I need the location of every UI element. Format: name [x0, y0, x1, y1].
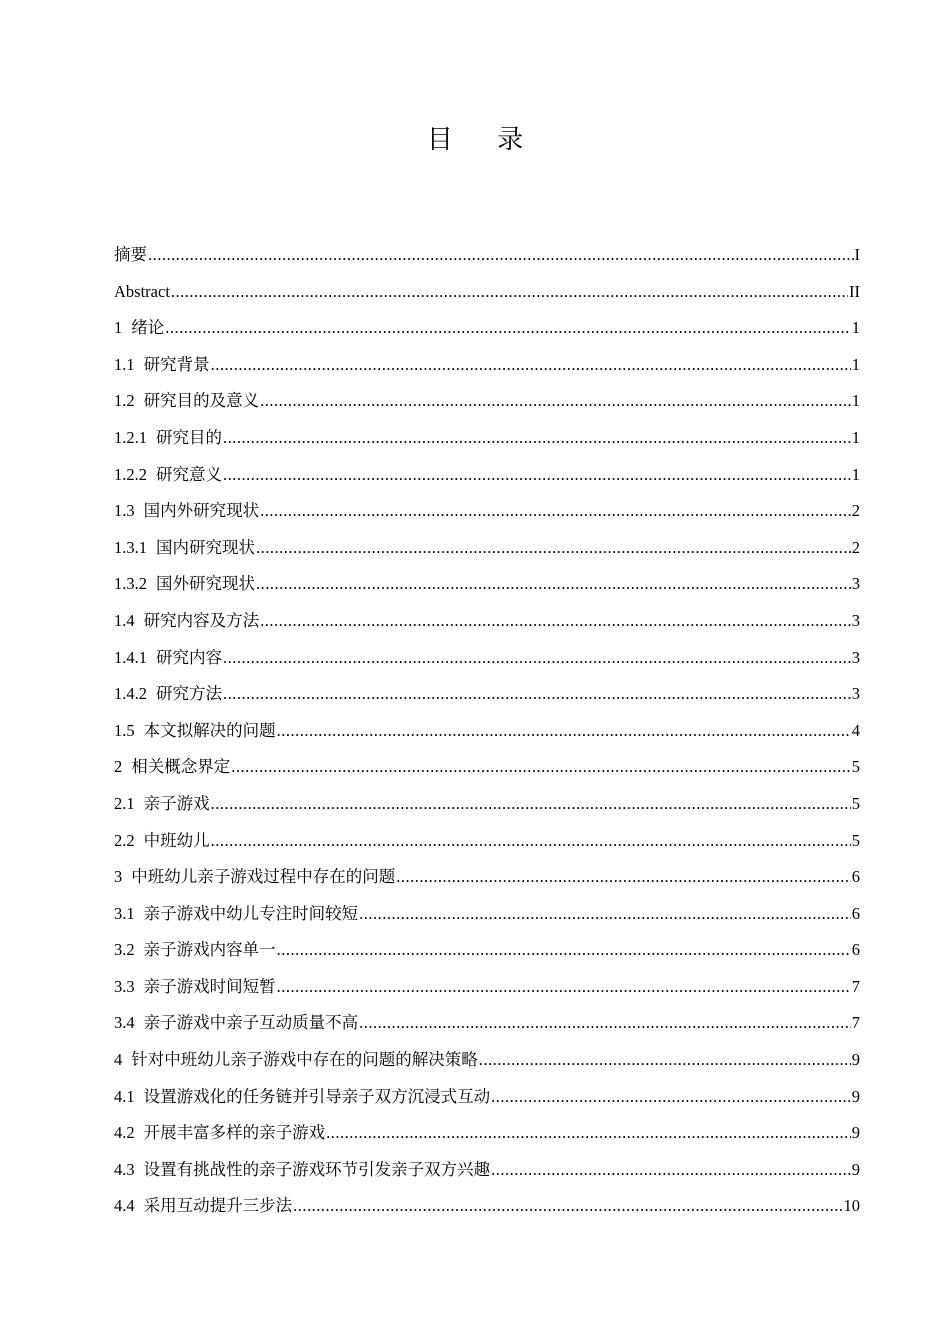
toc-dot-leader: [359, 896, 851, 933]
toc-dot-leader: [165, 310, 851, 347]
toc-entry-page: 9: [851, 1123, 860, 1143]
toc-entry-text: 设置游戏化的任务链并引导亲子双方沉浸式互动: [143, 1086, 491, 1106]
toc-entry[interactable]: [114, 823, 860, 860]
toc-entry-text: 国内外研究现状: [143, 501, 260, 521]
toc-entry[interactable]: [114, 1042, 860, 1079]
toc-entry[interactable]: [114, 676, 860, 713]
toc-entry-label: [114, 530, 255, 567]
toc-entry[interactable]: [114, 749, 860, 786]
toc-entry-text: 针对中班幼儿亲子游戏中存在的问题的解决策略: [131, 1050, 478, 1070]
toc-entry-number: 1.4.2: [114, 684, 147, 704]
toc-entry-page: 2: [851, 537, 860, 557]
toc-dot-leader: [277, 969, 851, 1006]
toc-dot-leader: [211, 347, 851, 384]
toc-entry[interactable]: [114, 457, 860, 494]
toc-entry-text: 研究方法: [156, 684, 222, 704]
toc-entry-page: 4: [851, 720, 860, 740]
toc-entry-number: 2.1: [114, 793, 135, 813]
toc-entry[interactable]: [114, 383, 860, 420]
toc-entry-text: 国内研究现状: [156, 537, 255, 557]
toc-entry[interactable]: [114, 786, 860, 823]
toc-entry-label: [114, 603, 259, 640]
toc-entry-page: 1: [851, 464, 860, 484]
toc-entry[interactable]: [114, 896, 860, 933]
toc-entry-number: 1.3: [114, 501, 135, 521]
toc-entry[interactable]: [114, 713, 860, 750]
toc-entry[interactable]: [114, 1152, 860, 1189]
toc-entry[interactable]: [114, 603, 860, 640]
toc-entry-number: 3.3: [114, 976, 135, 996]
toc-entry-text: 相关概念界定: [131, 757, 231, 777]
toc-dot-leader: [223, 457, 851, 494]
toc-dot-leader: [396, 859, 851, 896]
toc-dot-leader: [211, 786, 851, 823]
toc-entry-text: 研究意义: [156, 464, 222, 484]
toc-entry-page: 7: [851, 976, 860, 996]
toc-dot-leader: [479, 1042, 851, 1079]
toc-entry-label: [114, 932, 276, 969]
toc-entry-number: 1.2.2: [114, 464, 147, 484]
toc-dot-leader: [260, 383, 851, 420]
toc-dot-leader: [223, 420, 851, 457]
toc-entry-label: [114, 1042, 478, 1079]
toc-title: 目 录: [426, 125, 542, 155]
toc-entry-label: [114, 493, 259, 530]
toc-entry-text: 摘要: [114, 245, 147, 264]
toc-entry-label: [114, 274, 170, 311]
toc-entry-page: 6: [851, 940, 860, 960]
toc-entry-page: 1: [851, 318, 860, 338]
toc-entry[interactable]: [114, 420, 860, 457]
toc-entry-text: 研究目的及意义: [143, 391, 260, 411]
toc-entry[interactable]: [114, 1005, 860, 1042]
toc-entry-page: 2: [851, 501, 860, 521]
toc-entry-page: II: [849, 281, 860, 301]
toc-entry-label: [114, 859, 395, 896]
toc-entry-page: 1: [851, 427, 860, 447]
toc-entry-label: [114, 1079, 490, 1116]
toc-dot-leader: [260, 603, 851, 640]
toc-dot-leader: [359, 1005, 851, 1042]
toc-dot-leader: [148, 237, 854, 274]
toc-dot-leader: [256, 566, 851, 603]
toc-entry-label: [114, 383, 259, 420]
toc-entry-label: [114, 1115, 325, 1152]
toc-entry-label: [114, 640, 222, 677]
toc-list: [114, 237, 860, 1225]
toc-entry-number: 3.4: [114, 1013, 135, 1033]
toc-entry-text: 采用互动提升三步法: [143, 1196, 293, 1216]
toc-entry-page: 6: [851, 903, 860, 923]
toc-entry-page: 10: [843, 1196, 860, 1216]
toc-entry-number: 1.2: [114, 391, 135, 411]
toc-entry-number: 1.5: [114, 720, 135, 740]
toc-entry[interactable]: [114, 274, 860, 311]
toc-entry[interactable]: [114, 310, 860, 347]
toc-entry-page: 3: [851, 610, 860, 630]
toc-entry-number: 3: [114, 867, 123, 887]
toc-entry[interactable]: [114, 932, 860, 969]
toc-entry-number: 1.4: [114, 610, 135, 630]
toc-entry-text: 研究背景: [143, 354, 210, 374]
toc-entry[interactable]: [114, 640, 860, 677]
toc-entry-label: [114, 1152, 490, 1189]
toc-entry-label: [114, 969, 276, 1006]
toc-entry-number: 2.2: [114, 830, 135, 850]
toc-entry-text: 开展丰富多样的亲子游戏: [143, 1123, 326, 1143]
toc-entry-page: 3: [851, 574, 860, 594]
toc-entry-page: 9: [851, 1086, 860, 1106]
toc-dot-leader: [277, 932, 851, 969]
toc-entry-number: 1.1: [114, 354, 135, 374]
toc-entry-text: 亲子游戏中幼儿专注时间较短: [143, 903, 359, 923]
toc-entry-text: 本文拟解决的问题: [143, 720, 276, 740]
toc-entry-text: 设置有挑战性的亲子游戏环节引发亲子双方兴趣: [143, 1159, 491, 1179]
toc-entry-label: [114, 749, 230, 786]
toc-entry[interactable]: [114, 1079, 860, 1116]
toc-dot-leader: [277, 713, 851, 750]
toc-entry-number: 1.3.1: [114, 537, 147, 557]
toc-entry-label: [114, 896, 358, 933]
toc-dot-leader: [211, 823, 851, 860]
toc-entry-page: 5: [851, 757, 860, 777]
toc-entry-text: 研究目的: [156, 427, 222, 447]
toc-entry-text: 研究内容: [156, 647, 222, 667]
toc-entry[interactable]: [114, 237, 860, 274]
toc-entry-number: 1.2.1: [114, 427, 147, 447]
toc-dot-leader: [293, 1188, 842, 1225]
toc-entry-number: 3.1: [114, 903, 135, 923]
toc-entry[interactable]: [114, 1188, 860, 1225]
toc-entry-page: 7: [851, 1013, 860, 1033]
toc-entry-page: I: [854, 245, 860, 264]
toc-entry[interactable]: [114, 1115, 860, 1152]
toc-entry-number: 4.1: [114, 1086, 135, 1106]
toc-entry-text: 绪论: [131, 318, 165, 338]
toc-entry-label: [114, 1005, 358, 1042]
toc-dot-leader: [491, 1152, 851, 1189]
toc-entry-label: [114, 457, 222, 494]
toc-entry-number: 3.2: [114, 940, 135, 960]
toc-entry-page: 3: [851, 684, 860, 704]
toc-entry-number: 1.3.2: [114, 574, 147, 594]
toc-entry[interactable]: [114, 969, 860, 1006]
toc-entry-page: 5: [851, 830, 860, 850]
toc-entry-text: 研究内容及方法: [143, 610, 260, 630]
toc-entry-number: 1.4.1: [114, 647, 147, 667]
toc-entry[interactable]: [114, 566, 860, 603]
toc-entry-number: 4.2: [114, 1123, 135, 1143]
toc-entry-label: [114, 347, 210, 384]
toc-entry-text: 中班幼儿: [143, 830, 210, 850]
toc-entry-label: [114, 310, 164, 347]
toc-entry-text: 亲子游戏: [143, 793, 210, 813]
toc-entry-text: 亲子游戏中亲子互动质量不高: [143, 1013, 359, 1033]
toc-dot-leader: [326, 1115, 851, 1152]
toc-dot-leader: [223, 676, 851, 713]
toc-entry-label: [114, 420, 222, 457]
toc-dot-leader: [256, 530, 851, 567]
toc-entry-page: 1: [851, 391, 860, 411]
toc-entry-page: 6: [851, 867, 860, 887]
toc-entry-number: 2: [114, 757, 123, 777]
toc-dot-leader: [491, 1079, 851, 1116]
toc-entry-page: 9: [851, 1050, 860, 1070]
toc-entry[interactable]: [114, 493, 860, 530]
toc-entry-page: 5: [851, 793, 860, 813]
toc-entry[interactable]: [114, 530, 860, 567]
toc-entry-number: 4.4: [114, 1196, 135, 1216]
toc-entry-label: [114, 786, 210, 823]
toc-entry-label: [114, 566, 255, 603]
toc-entry-page: 9: [851, 1159, 860, 1179]
toc-dot-leader: [223, 640, 851, 677]
toc-entry-label: [114, 676, 222, 713]
toc-entry-label: [114, 823, 210, 860]
toc-entry-number: 4: [114, 1050, 123, 1070]
toc-entry-label: [114, 713, 276, 750]
toc-entry-number: 4.3: [114, 1159, 135, 1179]
toc-entry-text: Abstract: [114, 281, 170, 301]
toc-entry-text: 中班幼儿亲子游戏过程中存在的问题: [131, 867, 396, 887]
toc-entry-text: 国外研究现状: [156, 574, 255, 594]
toc-entry-label: [114, 1188, 292, 1225]
toc-dot-leader: [231, 749, 851, 786]
toc-entry-number: 1: [114, 318, 123, 338]
toc-entry-text: 亲子游戏时间短暂: [143, 976, 276, 996]
toc-entry-page: 1: [851, 354, 860, 374]
toc-dot-leader: [171, 274, 848, 311]
toc-entry[interactable]: [114, 347, 860, 384]
toc-entry-label: [114, 237, 147, 274]
toc-dot-leader: [260, 493, 851, 530]
toc-entry-text: 亲子游戏内容单一: [143, 940, 276, 960]
toc-entry-page: 3: [851, 647, 860, 667]
toc-entry[interactable]: [114, 859, 860, 896]
